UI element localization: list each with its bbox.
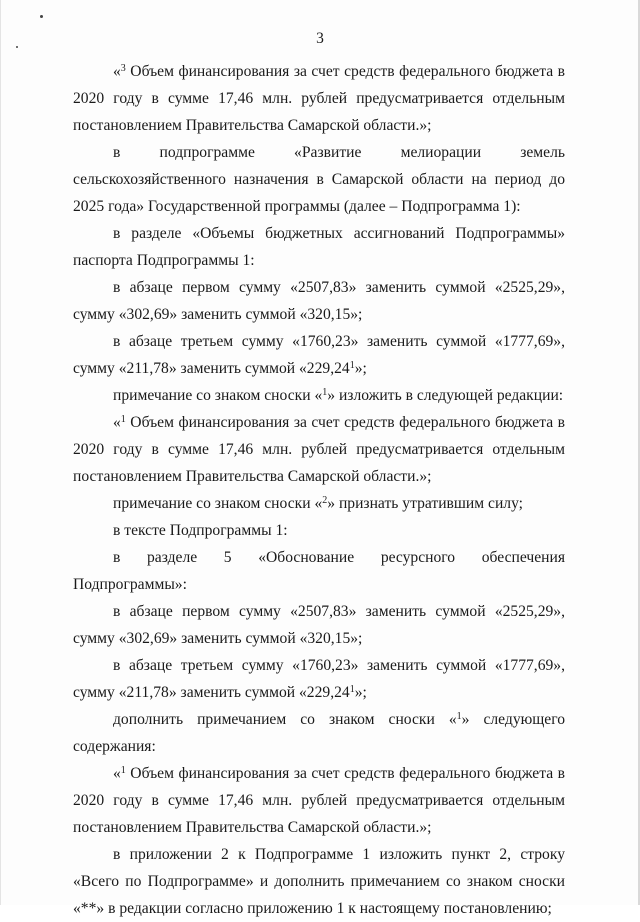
document-body	[73, 58, 565, 922]
paragraph: в абзаце третьем сумму «1760,23» заменить суммой «1777,69», сумму «211,78» заменить суммой «229,24$^1$»;	[73, 333, 565, 377]
paragraph: «$^3$ Объем финансирования за счет средств федерального бюджета в 2020 году в сумме 17,46 млн. рублей предусматривается отдельным постановлением Правительства Самарской области.»;	[73, 63, 565, 134]
page-number: 3	[316, 30, 324, 47]
paragraph: в разделе «Объемы бюджетных ассигнований Подпрограммы» паспорта Подпрограммы 1:	[73, 225, 565, 269]
paragraph: «$^1$ Объем финансирования за счет средств федерального бюджета в 2020 году в сумме 17,46 млн. рублей предусматривается отдельным постановлением Правительства Самарской области.»;	[73, 765, 565, 836]
paragraph: в абзаце третьем сумму «1760,23» заменить суммой «1777,69», сумму «211,78» заменить суммой «229,24$^1$»;	[73, 657, 565, 701]
paragraph: примечание со знаком сноски «$^2$» признать утратившим силу;	[113, 495, 524, 512]
paragraph: в тексте Подпрограммы 1:	[113, 522, 288, 539]
paragraph: в абзаце первом сумму «2507,83» заменить суммой «2525,29», сумму «302,69» заменить суммой «320,15»;	[73, 603, 565, 647]
paragraph: в подпрограмме «Развитие мелиорации земель сельскохозяйственного назначения в Самарской области на период до 2025 года» Государственной программы (далее – Подпрограмма 1):	[73, 144, 565, 215]
paragraph: в приложении 2 к Подпрограмме 1 изложить пункт 2, строку «Всего по Подпрограмме» и дополнить примечанием со знаком сноски «**» в редакции согласно приложению 1 к настоящему постановлению;	[73, 846, 565, 917]
paragraph: в разделе 5 «Обоснование ресурсного обеспечения Подпрограммы»:	[73, 549, 565, 593]
paragraph: дополнить примечанием со знаком сноски «$^1$» следующего содержания:	[73, 711, 565, 755]
paragraph: в абзаце первом сумму «2507,83» заменить суммой «2525,29», сумму «302,69» заменить суммой «320,15»;	[73, 279, 565, 323]
scan-edge-left	[0, 0, 1, 905]
scan-speck	[40, 15, 43, 18]
paragraph: примечание со знаком сноски «$^1$» изложить в следующей редакции:	[113, 387, 564, 404]
paragraph: «$^1$ Объем финансирования за счет средств федерального бюджета в 2020 году в сумме 17,46 млн. рублей предусматривается отдельным постановлением Правительства Самарской области.»;	[73, 414, 565, 485]
